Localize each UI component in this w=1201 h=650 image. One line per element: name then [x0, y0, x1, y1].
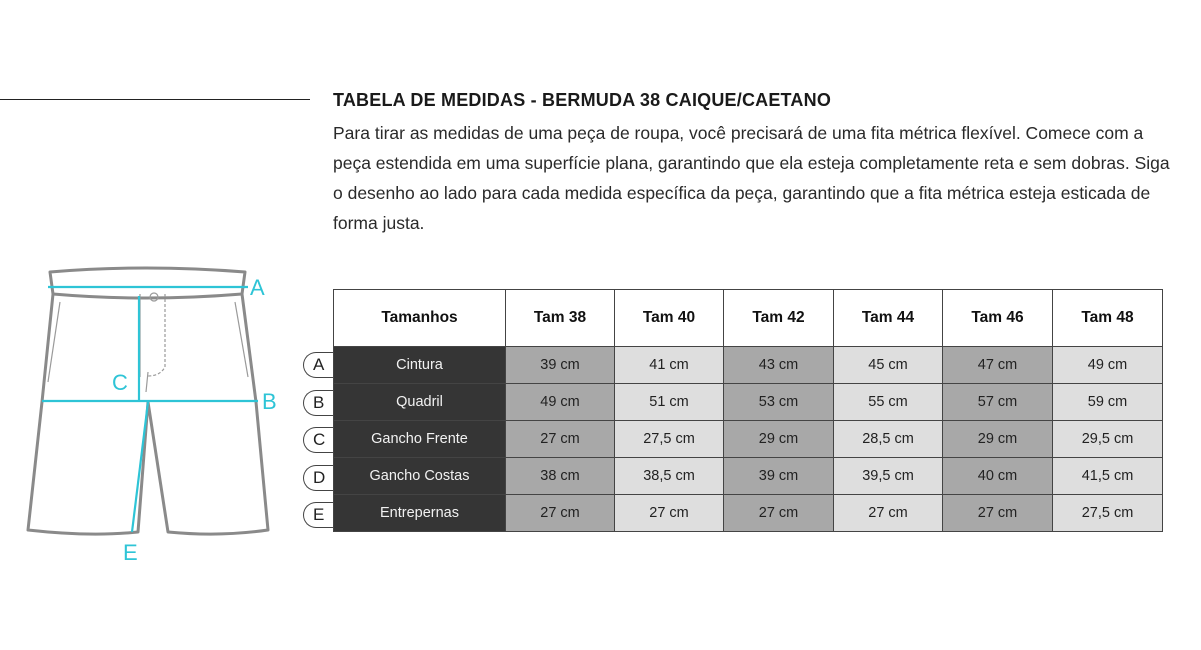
row-label-cintura: Cintura	[334, 347, 506, 384]
table-cell: 43 cm	[724, 347, 834, 384]
row-badge-c: C	[303, 427, 337, 453]
table-cell: 39 cm	[506, 347, 615, 384]
table-cell: 27 cm	[943, 495, 1053, 532]
table-cell: 27,5 cm	[1053, 495, 1163, 532]
diagram-label-e: E	[123, 540, 138, 565]
row-label-gancho-frente: Gancho Frente	[334, 421, 506, 458]
row-badge-b: B	[303, 390, 337, 416]
table-cell: 49 cm	[1053, 347, 1163, 384]
table-header-row	[334, 290, 1163, 347]
table-cell: 40 cm	[943, 458, 1053, 495]
table-cell: 28,5 cm	[834, 421, 943, 458]
diagram-label-b: B	[262, 389, 277, 414]
shorts-outline	[28, 294, 268, 534]
table-cell: 27 cm	[615, 495, 724, 532]
shorts-diagram	[20, 262, 290, 572]
table-cell: 55 cm	[834, 384, 943, 421]
table-cell: 27 cm	[834, 495, 943, 532]
header-tam-48: Tam 48	[1053, 290, 1163, 347]
row-label-entrepernas: Entrepernas	[334, 495, 506, 532]
header-divider	[0, 99, 310, 100]
diagram-label-c: C	[112, 370, 128, 395]
header-tam-38: Tam 38	[506, 290, 615, 347]
table-cell: 29 cm	[724, 421, 834, 458]
size-table	[333, 289, 1163, 532]
table-row	[334, 458, 1163, 495]
row-badge-e: E	[303, 502, 337, 528]
table-cell: 39 cm	[724, 458, 834, 495]
row-badge-d: D	[303, 465, 337, 491]
table-cell: 27 cm	[506, 495, 615, 532]
shorts-waistband	[50, 268, 245, 298]
table-cell: 41 cm	[615, 347, 724, 384]
header-tam-40: Tam 40	[615, 290, 724, 347]
diagram-label-a: A	[250, 275, 265, 300]
page-title: TABELA DE MEDIDAS - BERMUDA 38 CAIQUE/CAETANO	[333, 90, 832, 110]
table-cell: 39,5 cm	[834, 458, 943, 495]
table-cell: 41,5 cm	[1053, 458, 1163, 495]
row-label-gancho-costas: Gancho Costas	[334, 458, 506, 495]
table-cell: 27,5 cm	[615, 421, 724, 458]
table-cell: 51 cm	[615, 384, 724, 421]
table-cell: 27 cm	[506, 421, 615, 458]
table-row	[334, 384, 1163, 421]
table-row	[334, 347, 1163, 384]
row-badge-a: A	[303, 352, 337, 378]
table-cell: 57 cm	[943, 384, 1053, 421]
header-tam-42: Tam 42	[724, 290, 834, 347]
row-label-quadril: Quadril	[334, 384, 506, 421]
table-cell: 59 cm	[1053, 384, 1163, 421]
header-tam-44: Tam 44	[834, 290, 943, 347]
table-cell: 45 cm	[834, 347, 943, 384]
table-cell: 47 cm	[943, 347, 1053, 384]
table-cell: 29,5 cm	[1053, 421, 1163, 458]
table-cell: 38 cm	[506, 458, 615, 495]
table-cell: 53 cm	[724, 384, 834, 421]
table-row	[334, 421, 1163, 458]
table-row	[334, 495, 1163, 532]
table-cell: 38,5 cm	[615, 458, 724, 495]
table-cell: 27 cm	[724, 495, 834, 532]
table-cell: 29 cm	[943, 421, 1053, 458]
intro-text: Para tirar as medidas de uma peça de roupa, você precisará de uma fita métrica flexível. Comece com a peça estendida em uma superfície plana, garantindo que ela esteja completamente reta e sem dobras. Siga o desenho ao lado para cada medida específica da peça, garantindo que a fita métrica esteja esticada de forma justa.	[333, 123, 1170, 233]
header-tamanhos: Tamanhos	[334, 290, 506, 347]
table-cell: 49 cm	[506, 384, 615, 421]
header-tam-46: Tam 46	[943, 290, 1053, 347]
